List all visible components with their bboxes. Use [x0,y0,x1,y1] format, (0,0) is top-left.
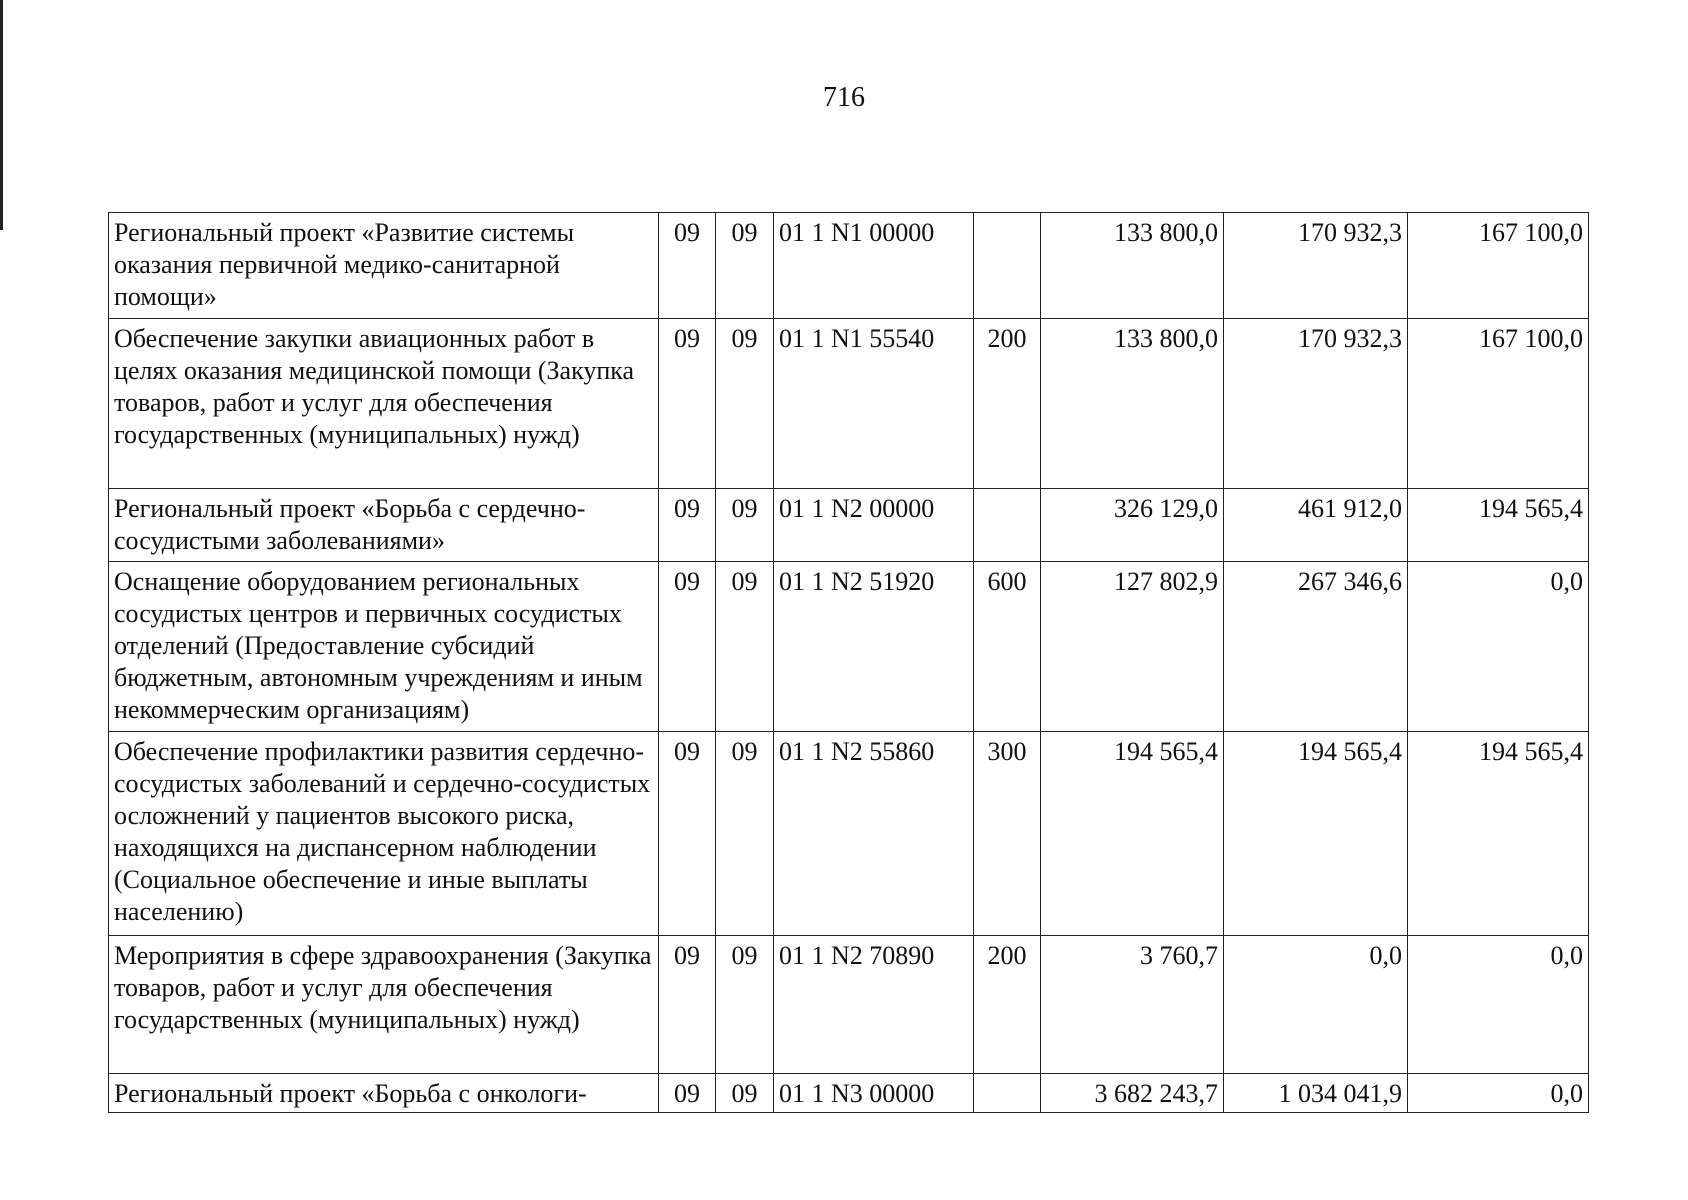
row-subsection: 09 [716,489,774,562]
row-section: 09 [659,562,716,732]
row-target-article: 01 1 N1 00000 [774,213,974,319]
table-row [109,319,1589,489]
row-section: 09 [659,489,716,562]
row-subsection: 09 [716,213,774,319]
row-subsection: 09 [716,1074,774,1113]
row-expense-type [974,489,1041,562]
row-name: Региональный проект «Развитие системы оказания первичной медико-санитарной помощи» [109,213,659,319]
table-row [109,732,1589,936]
row-amount-3: 0,0 [1408,1074,1589,1113]
row-amount-1: 194 565,4 [1041,732,1224,936]
row-amount-1: 326 129,0 [1041,489,1224,562]
table-row [109,213,1589,319]
row-name: Оснащение оборудованием региональных сосудистых центров и первичных сосудистых отделений (Предоставление субсидий бюджетным, автономным учреждениям и иным некоммерческим организациям) [109,562,659,732]
row-section: 09 [659,1074,716,1113]
row-name: Мероприятия в сфере здравоохранения (Закупка товаров, работ и услуг для обеспечения государственных (муниципальных) нужд) [109,936,659,1074]
row-expense-type: 200 [974,319,1041,489]
row-amount-3: 167 100,0 [1408,213,1589,319]
row-target-article: 01 1 N2 70890 [774,936,974,1074]
row-subsection: 09 [716,936,774,1074]
row-amount-2: 267 346,6 [1224,562,1408,732]
row-name: Региональный проект «Борьба с онкологи- [109,1074,659,1113]
row-name: Обеспечение закупки авиационных работ в целях оказания медицинской помощи (Закупка товаров, работ и услуг для обеспечения государственных (муниципальных) нужд) [109,319,659,489]
row-amount-2: 0,0 [1224,936,1408,1074]
row-amount-2: 1 034 041,9 [1224,1074,1408,1113]
row-amount-1: 133 800,0 [1041,319,1224,489]
row-subsection: 09 [716,562,774,732]
row-section: 09 [659,213,716,319]
row-amount-2: 461 912,0 [1224,489,1408,562]
table-row [109,1074,1589,1113]
row-target-article: 01 1 N2 00000 [774,489,974,562]
table-row [109,936,1589,1074]
row-expense-type [974,213,1041,319]
row-amount-1: 133 800,0 [1041,213,1224,319]
row-amount-2: 194 565,4 [1224,732,1408,936]
row-section: 09 [659,319,716,489]
row-expense-type: 300 [974,732,1041,936]
scan-edge-line [0,0,3,230]
row-expense-type: 600 [974,562,1041,732]
row-amount-3: 167 100,0 [1408,319,1589,489]
row-target-article: 01 1 N3 00000 [774,1074,974,1113]
row-target-article: 01 1 N2 55860 [774,732,974,936]
row-name: Обеспечение профилактики развития сердечно-сосудистых заболеваний и сердечно-сосудистых осложнений у пациентов высокого риска, находящихся на диспансерном наблюдении (Социальное обеспечение и иные выплаты населению) [109,732,659,936]
row-target-article: 01 1 N1 55540 [774,319,974,489]
row-amount-3: 0,0 [1408,562,1589,732]
row-amount-3: 194 565,4 [1408,732,1589,936]
row-target-article: 01 1 N2 51920 [774,562,974,732]
row-amount-3: 194 565,4 [1408,489,1589,562]
row-amount-2: 170 932,3 [1224,213,1408,319]
table-row [109,489,1589,562]
row-amount-1: 3 760,7 [1041,936,1224,1074]
row-amount-1: 127 802,9 [1041,562,1224,732]
row-expense-type: 200 [974,936,1041,1074]
row-section: 09 [659,936,716,1074]
row-name: Региональный проект «Борьба с сердечно-сосудистыми заболеваниями» [109,489,659,562]
row-subsection: 09 [716,732,774,936]
budget-table [108,212,1589,1113]
row-amount-1: 3 682 243,7 [1041,1074,1224,1113]
row-expense-type [974,1074,1041,1113]
page-number: 716 [823,82,865,113]
row-amount-3: 0,0 [1408,936,1589,1074]
table-row [109,562,1589,732]
row-amount-2: 170 932,3 [1224,319,1408,489]
row-subsection: 09 [716,319,774,489]
row-section: 09 [659,732,716,936]
